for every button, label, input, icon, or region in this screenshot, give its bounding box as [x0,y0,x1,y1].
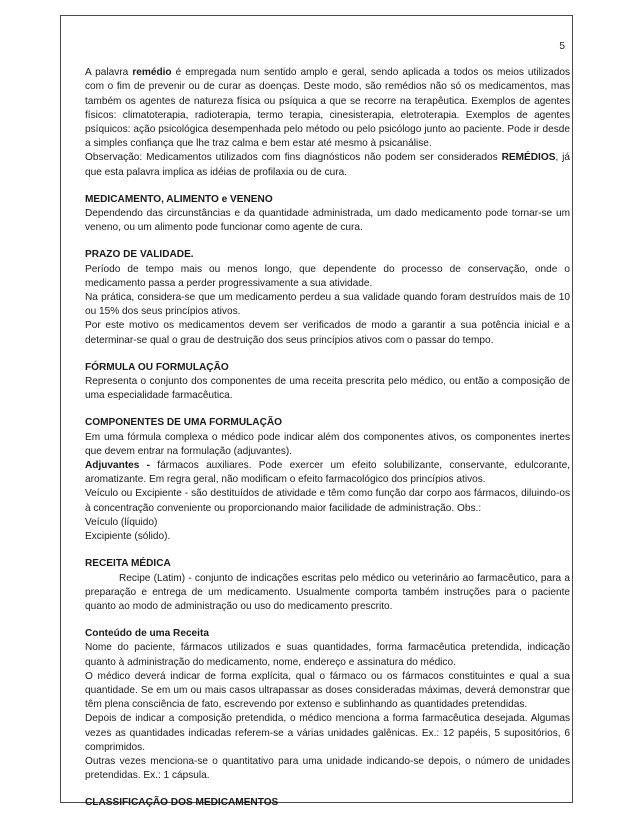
adjuvantes-paragraph [85,459,570,487]
obs-text-b: , já que esta palavra implica as idéias de profilaxia ou de cura. [85,152,570,178]
intro-text-a: A palavra [85,67,133,79]
heading-receita: RECEITA MÉDICA [85,558,171,570]
intro-paragraph [85,66,570,151]
intro-text-b: é empregada num sentido amplo e geral, sendo aplicada a todos os meios utilizados com o fim de prevenir ou de curar as doenças. Deste modo, são remédios não só os medicamentos, mas também os agentes de natureza física ou psíquica a que se recorre na terapêutica. Exemplos de agentes físicos: climatoterapia, radioterapia, termo terapia, cinesisterapia, eletroterapia. Exemplos de agentes psíquicos: ação psicológica desempenhada pelo método ou pelo psicólogo junto ao paciente. Pode ir desde a simples confiança que lhe traz calma e bem estar até mesmo à psicanálise. [85,67,571,150]
document-body [85,40,570,811]
componentes-paragraph-1: Em uma fórmula complexa o médico pode indicar além dos componentes ativos, os componentes inertes que devem entrar na formulação (adjuvantes). [85,431,570,457]
obs-bold-term: REMÉDIOS [501,152,556,164]
veiculo-liquido: Veículo (líquido) [85,516,158,528]
heading-medicamento: MEDICAMENTO, ALIMENTO e VENENO [85,193,273,205]
excipiente-solido: Excipiente (sólido). [85,531,171,543]
receita-paragraph: Recipe (Latim) - conjunto de indicações escritas pelo médico ou veterinário ao farmacêutico, para a preparação e entrega de um medicamento. Usualmente comporta também instruções para o paciente quanto ao modo de administração ou uso do medicamento prescrito. [85,572,570,612]
veiculo-paragraph: Veículo ou Excipiente - são destituídos de atividade e têm como função dar corpo aos fármacos, diluindo-os à concentração conveniente ou proporcionando maior facilidade de administração. Obs.: [85,488,570,514]
formula-paragraph: Representa o conjunto dos componentes de uma receita prescrita pelo médico, ou então a composição de uma especialidade farmacêutica. [85,376,570,402]
observation-paragraph [85,151,570,179]
intro-bold-term: remédio [132,67,172,79]
heading-formula: FÓRMULA OU FORMULAÇÃO [85,361,229,373]
heading-conteudo: Conteúdo de uma Receita [85,628,209,640]
conteudo-paragraph-2: O médico deverá indicar de forma explícita, qual o fármaco ou os fármacos constituintes e qual a sua quantidade. Se em um ou mais casos ultrapassar as doses consideradas máximas, deverá demonstrar que têm plena consciência de fato, escrevendo por extenso e sublinhando as quantidades pretendidas. [85,670,570,711]
prazo-paragraph-3: Por este motivo os medicamentos devem ser verificados de modo a garantir a sua potência inicial e a determinar-se qual o grau de destruição dos seus princípios ativos com o passar do tempo. [85,320,570,346]
adjuvantes-text: fármacos auxiliares. Pode exercer um efeito solubilizante, conservante, edulcorante, aromatizante. Em regra geral, não modificam o efeito farmacológico dos princípios ativos. [85,460,570,486]
prazo-paragraph-1: Período de tempo mais ou menos longo, que dependente do processo de conservação, onde o medicamento passa a perder progressivamente a sua atividade. [85,263,570,289]
heading-componentes: COMPONENTES DE UMA FORMULAÇÃO [85,417,283,429]
adjuvantes-term: Adjuvantes - [85,460,151,472]
conteudo-paragraph-3: Depois de indicar a composição pretendida, o médico menciona a forma farmacêutica desejada. Algumas vezes as quantidades indicadas referem-se a várias unidades galênicas. Ex.: 12 papéis, 5 supositórios, 6 comprimidos. [85,713,570,753]
obs-text-a: Observação: Medicamentos utilizados com fins diagnósticos não podem ser considerados [85,152,502,164]
medicamento-paragraph: Dependendo das circunstâncias e da quantidade administrada, um dado medicamento pode tornar-se um veneno, ou um alimento pode funcionar como agente de cura. [85,208,570,234]
conteudo-paragraph-1: Nome do paciente, fármacos utilizados e suas quantidades, forma farmacêutica pretendida, indicação quanto à administração do medicamento, nome, endereço e assinatura do médico. [85,642,570,668]
prazo-paragraph-2: Na prática, considera-se que um medicamento perdeu a sua validade quando foram destruídos mais de 10 ou 15% dos seus princípios ativos. [85,292,570,318]
conteudo-paragraph-4: Outras vezes menciona-se o quantitativo para uma unidade indicando-se depois, o número de unidades pretendidas. Ex.: 1 cápsula. [85,755,570,782]
heading-prazo: PRAZO DE VALIDADE. [85,249,194,261]
heading-classificacao: CLASSIFICAÇÃO DOS MEDICAMENTOS [85,797,279,809]
page-number: 5 [559,41,565,52]
